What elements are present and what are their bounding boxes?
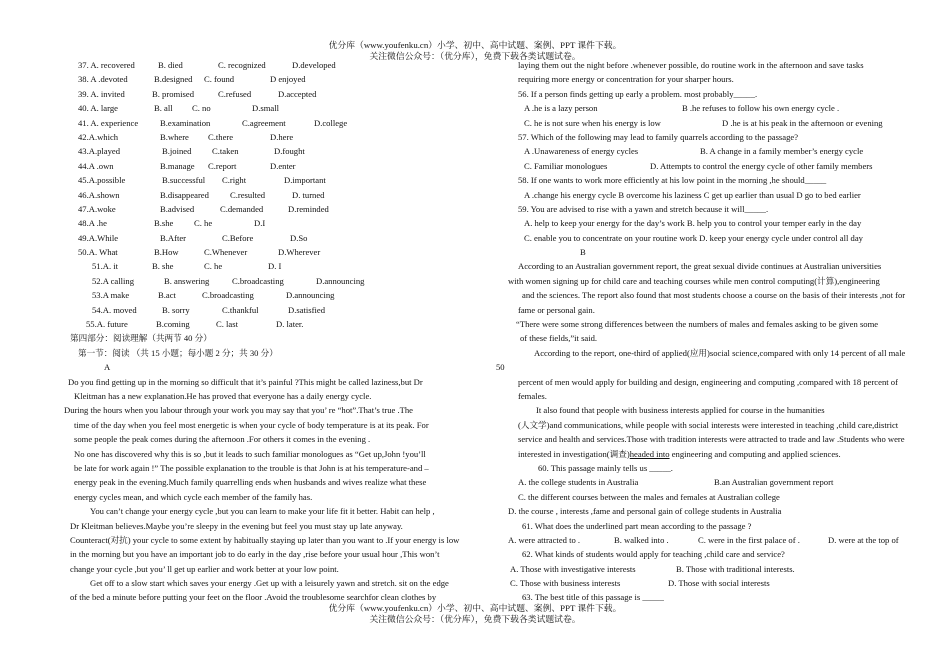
cloze-option-d: D.I (254, 218, 266, 229)
cloze-option-a: 41. A. experience (78, 117, 139, 128)
cloze-option-b: B. she (152, 261, 174, 272)
passage-b-line-2: with women signing up for child care and teaching courses while men control computing(计算),engineering (508, 275, 880, 286)
cloze-option-d: D. turned (292, 189, 325, 200)
cloze-option-a: 54.A. moved (92, 304, 137, 315)
passage-b-line-7: According to the report, one-third of applied(应用)social science,compared with only 14 percent of all male (534, 347, 906, 358)
passage-a-line: Counteract(对抗) your cycle to some extent by habitually staying up later than you want to .If your energy is low (70, 534, 460, 545)
cloze-option-a: 50.A. What (78, 247, 118, 258)
q56-options-cd (508, 116, 950, 130)
cloze-option-a: 38. A .devoted (78, 74, 128, 85)
cloze-row (64, 144, 504, 158)
passage-a-line: change your cycle ,but you’ ll get up earlier and work better at your low point. (70, 563, 339, 574)
cloze-option-c: C.report (208, 160, 237, 171)
cloze-option-b: B.manage (160, 160, 195, 171)
cloze-row (64, 72, 504, 86)
q62-option-a: A. Those with investigative interests (510, 563, 636, 574)
passage-a-line: some people the peak comes during the afternoon .For others it comes in the evening . (74, 434, 371, 445)
question-63: 63. The best title of this passage is _____ (522, 592, 664, 603)
section1-heading: 第一节：阅读 （共 15 小题；每小题 2 分；共 30 分） (78, 347, 278, 358)
q56-options-ab (508, 101, 950, 115)
cloze-row (64, 101, 504, 115)
q56-option-b: B .he refuses to follow his own energy cycle . (682, 103, 840, 114)
q60-options-ab (508, 475, 950, 489)
passage-a-line: Dr Kleitman believes.Maybe you’re sleepy in the evening but feel you must stay up late anyway. (70, 520, 403, 531)
cloze-option-d: D enjoyed (270, 74, 306, 85)
passage-b-line-4: fame or personal gain. (518, 304, 595, 315)
cloze-option-c: C. found (204, 74, 235, 85)
cloze-option-d: D.developed (292, 60, 336, 70)
cloze-option-b: B.she (154, 218, 174, 229)
passage-b-line-5: “There were some strong differences between the numbers of males and females asking to be given some (516, 319, 879, 330)
cloze-option-c: C.thankful (222, 304, 259, 315)
q57-option-a: A .Unawareness of energy cycles (524, 146, 639, 157)
q60-option-a: A. the college students in Australia (518, 477, 639, 488)
q56-option-d: D .he is at his peak in the afternoon or evening (722, 117, 883, 128)
margin-number: 50 (496, 362, 505, 372)
cloze-option-d: D.Wherever (278, 247, 321, 258)
cloze-option-d: D.accepted (278, 88, 317, 99)
passage-a-line: of the bed a minute before putting your feet on the floor .Avoid the troublesome searchfor clean clothes by (70, 592, 437, 603)
cloze-option-d: D. later. (276, 319, 304, 330)
q57-option-c: C. Familiar monologues (524, 160, 608, 171)
cloze-row (64, 303, 504, 317)
cloze-option-b: B. all (154, 103, 173, 114)
cloze-row (64, 202, 504, 216)
cloze-option-b: B.disappeared (160, 189, 209, 200)
q56-option-a: A .he is a lazy person (524, 103, 598, 114)
question-56: 56. If a person finds getting up early a problem. most probably_____. (518, 88, 758, 99)
q57-options-cd (508, 159, 950, 173)
left-column (64, 58, 504, 605)
cloze-option-d: D.announcing (286, 290, 335, 301)
cloze-option-b: B.where (160, 131, 189, 142)
question-59: 59. You are advised to rise with a yawn and stretch because it will_____. (518, 203, 769, 214)
q62-option-d: D. Those with social interests (668, 578, 770, 589)
cloze-option-c: C. last (216, 319, 238, 330)
q59-options-ab: A. help to keep your energy for the day’s work B. help you to control your temper early in the day (524, 218, 862, 229)
cloze-row (64, 245, 504, 259)
passage-a-line: During the hours when you labour through your work you may say that you’ re “hot”.That’s true .The (64, 405, 413, 416)
page-footer (0, 603, 950, 625)
cloze-option-a: 51.A. it (92, 261, 119, 272)
q60-option-b: B.an Australian government report (714, 477, 834, 488)
cloze-option-b: B.examination (160, 117, 211, 128)
passage-a-line: Get off to a slow start which saves your energy .Get up with a leisurely yawn and stretch. sit on the edge (90, 578, 449, 589)
cloze-option-b: B. died (158, 60, 183, 70)
passage-a-line: energy peak in the evening.Much family quarrelling ends when husbands and wives realize what these (74, 477, 427, 488)
cloze-option-a: 48.A .he (78, 218, 107, 229)
q61-option-b: B. walked into . (614, 534, 669, 545)
passage-a-line: Kleitman has a new explanation.He has proved that everyone has a daily energy cycle. (74, 390, 372, 401)
cloze-option-a: 53.A make (92, 290, 130, 301)
question-57: 57. Which of the following may lead to family quarrels according to the passage? (518, 131, 799, 142)
passage-b-line-13-start: interested in investigation(调查) (518, 448, 630, 459)
cloze-option-d: D.satisfied (288, 304, 325, 315)
footer-line-1: 优分库（www.youfenku.cn）小学、初中、高中试题、案例、PPT 课件下载。 (328, 603, 622, 613)
cloze-option-c: C. he (204, 261, 223, 272)
cloze-option-b: B. answering (164, 275, 210, 286)
cloze-option-a: 55.A. future (86, 319, 128, 330)
header-line-2: 关注微信公众号：（优分库），免费下载各类试题试卷。 (369, 51, 581, 61)
cloze-option-d: D.small (252, 103, 279, 114)
passage-a-line: in the morning but you have an important job to do early in the day ,rise before your usual hour ,This won’t (70, 549, 440, 560)
cloze-option-b: B.advised (160, 203, 195, 214)
passage-b-line-13-end: engineering and computing and applied sciences. (669, 448, 841, 459)
q61-option-d: D. were at the top of (828, 534, 899, 545)
cloze-option-d: D. I (268, 261, 282, 272)
cloze-row (64, 87, 504, 101)
passage-a-line: be late for work again !” The possible explanation to the trouble is that John is at his temperature-and – (74, 462, 429, 473)
cloze-option-c: C.agreement (242, 117, 286, 128)
cloze-row (64, 173, 504, 187)
passage-b-line-11: (人文学)and communications, while people with social interests were interested in teaching ,child care,district (518, 419, 899, 430)
passage-a-line: Do you find getting up in the morning so difficult that it’s painful ?This might be called laziness,but Dr (68, 376, 423, 387)
passage-a-label: A (104, 362, 111, 373)
passage-a-line: You can’t change your energy cycle ,but you can learn to make your life fit it better. Habit can help , (90, 506, 435, 517)
q57-option-b: B. A change in a family member’s energy cycle (700, 146, 864, 157)
q62-options-ab (508, 562, 950, 576)
cloze-row (64, 159, 504, 173)
q62-options-cd (508, 576, 950, 590)
cloze-option-a: 37. A. recovered (78, 60, 135, 70)
cloze-option-a: 44.A .own (78, 160, 114, 171)
cloze-option-d: D.enter (270, 160, 296, 171)
q57-option-d: D. Attempts to control the energy cycle of other family members (650, 160, 873, 171)
q57-options-ab (508, 144, 950, 158)
cloze-option-a: 39. A. invited (78, 88, 125, 99)
q62-option-b: B. Those with traditional interests. (676, 563, 795, 574)
q56-option-c: C. he is not sure when his energy is low (524, 117, 661, 128)
part4-heading: 第四部分：阅读理解（共两节 40 分） (70, 333, 212, 344)
question-62: 62. What kinds of students would apply for teaching ,child care and service? (522, 549, 785, 560)
q60-option-c: C. the different courses between the males and females at Australian college (518, 491, 780, 502)
question-58: 58. If one wants to work more efficiently at his low point in the morning ,he should_____ (518, 175, 827, 186)
passage-a-text (64, 375, 504, 605)
passage-b-label: B (580, 247, 586, 258)
cloze-option-b: B.How (154, 247, 179, 258)
cloze-row (64, 216, 504, 230)
cloze-option-b: B.designed (154, 74, 193, 85)
cloze-option-d: D.important (284, 175, 326, 186)
cloze-option-a: 45.A.possible (78, 175, 126, 186)
cloze-option-c: C.there (208, 131, 234, 142)
cloze-option-a: 43.A.played (78, 146, 121, 157)
cloze-row (64, 130, 504, 144)
cloze-option-c: C.resulted (230, 189, 266, 200)
passage-b-line-8: percent of men would apply for building and design, engineering and computing ,compared with 18 percent of (518, 376, 898, 387)
underlined-phrase: headed into (629, 448, 670, 459)
cloze-option-c: C.right (222, 175, 247, 186)
passage-a-cont-2: requiring more energy or concentration for your sharper hours. (518, 74, 734, 85)
q60-option-d: D. the course , interests ,fame and personal gain of college students in Australia (508, 506, 782, 517)
passage-b-line-10: It also found that people with business interests applied for course in the humanities (536, 405, 825, 416)
cloze-row (64, 317, 504, 331)
q59-options-cd: C. enable you to concentrate on your routine work D. keep your energy cycle under control all day (524, 232, 863, 243)
cloze-option-d: D.here (270, 131, 294, 142)
cloze-option-b: B.act (158, 290, 176, 301)
header-line-1: 优分库（www.youfenku.cn）小学、初中、高中试题、案例、PPT 课件下载。 (328, 40, 622, 50)
cloze-option-b: B. sorry (162, 304, 190, 315)
cloze-option-c: C.broadcasting (202, 290, 254, 301)
cloze-option-a: 52.A calling (92, 275, 135, 286)
cloze-row (64, 188, 504, 202)
cloze-option-c: C.broadcasting (232, 275, 284, 286)
cloze-row (64, 259, 504, 273)
cloze-option-c: C.Before (222, 232, 254, 243)
passage-a-line: time of the day when you feel most energetic is when your cycle of body temperature is at its peak. For (74, 419, 429, 430)
cloze-option-c: C.Whenever (204, 247, 248, 258)
q61-option-c: C. were in the first palace of . (698, 534, 800, 545)
cloze-option-b: B.coming (156, 319, 190, 330)
cloze-row (64, 274, 504, 288)
passage-a-line: energy cycles mean, and which cycle each member of the family has. (74, 491, 313, 502)
q58-options: A .change his energy cycle B overcome his laziness C get up earlier than usual D go to bed earlier (524, 189, 861, 200)
cloze-options (64, 58, 504, 331)
cloze-option-a: 49.A.While (78, 232, 119, 243)
passage-b-line-3: and the sciences. The report also found that most students choose a course on the basis of their interests ,not for (522, 290, 906, 301)
passage-b-line-6: of these fields,”it said. (520, 333, 598, 344)
cloze-option-d: D.fought (274, 146, 305, 157)
cloze-option-b: B.After (160, 232, 187, 243)
cloze-option-a: 40. A. large (78, 103, 118, 114)
question-61: 61. What does the underlined part mean according to the passage ? (522, 520, 752, 531)
passage-b-line-1: According to an Australian government report, the great sexual divide continues at Australian universities (518, 261, 882, 272)
q62-option-c: C. Those with business interests (510, 578, 621, 589)
passage-b-line-13 (508, 447, 950, 461)
cloze-option-a: 46.A.shown (78, 189, 120, 200)
passage-a-line: No one has discovered why this is so ,but it leads to such familiar monologues as “Get up,John !you’ll (74, 448, 426, 459)
cloze-row (64, 58, 504, 72)
cloze-option-b: B.successful (162, 175, 206, 186)
cloze-option-a: 42.A.which (78, 131, 119, 142)
cloze-option-b: B. promised (152, 88, 195, 99)
passage-b-line-9: females. (518, 390, 547, 401)
question-60: 60. This passage mainly tells us _____. (538, 462, 673, 473)
cloze-option-c: C.demanded (220, 203, 264, 214)
cloze-row (64, 288, 504, 302)
q61-options (508, 533, 950, 547)
cloze-option-c: C. recognized (218, 60, 266, 70)
cloze-option-c: C. he (194, 218, 213, 229)
passage-b-line-12: service and health and services.Those with tradition interests were attracted to trade and law .Students who were (518, 434, 905, 445)
cloze-option-d: D.So (290, 232, 308, 243)
footer-line-2: 关注微信公众号：（优分库），免费下载各类试题试卷。 (369, 614, 581, 624)
cloze-option-b: B.joined (162, 146, 192, 157)
passage-a-cont-1: laying them out the night before .whenever possible, do routine work in the afternoon and save tasks (518, 60, 864, 70)
q61-option-a: A. were attracted to . (508, 534, 581, 545)
cloze-option-c: C.refused (218, 88, 252, 99)
cloze-option-a: 47.A.woke (78, 203, 116, 214)
cloze-option-d: D.announcing (316, 275, 365, 286)
cloze-option-c: C. no (192, 103, 211, 114)
blank-line (508, 360, 950, 374)
cloze-option-d: D.college (314, 117, 348, 128)
right-column (508, 58, 950, 605)
cloze-option-c: C.taken (212, 146, 239, 157)
cloze-row (64, 231, 504, 245)
cloze-option-d: D.reminded (288, 203, 329, 214)
cloze-row (64, 116, 504, 130)
